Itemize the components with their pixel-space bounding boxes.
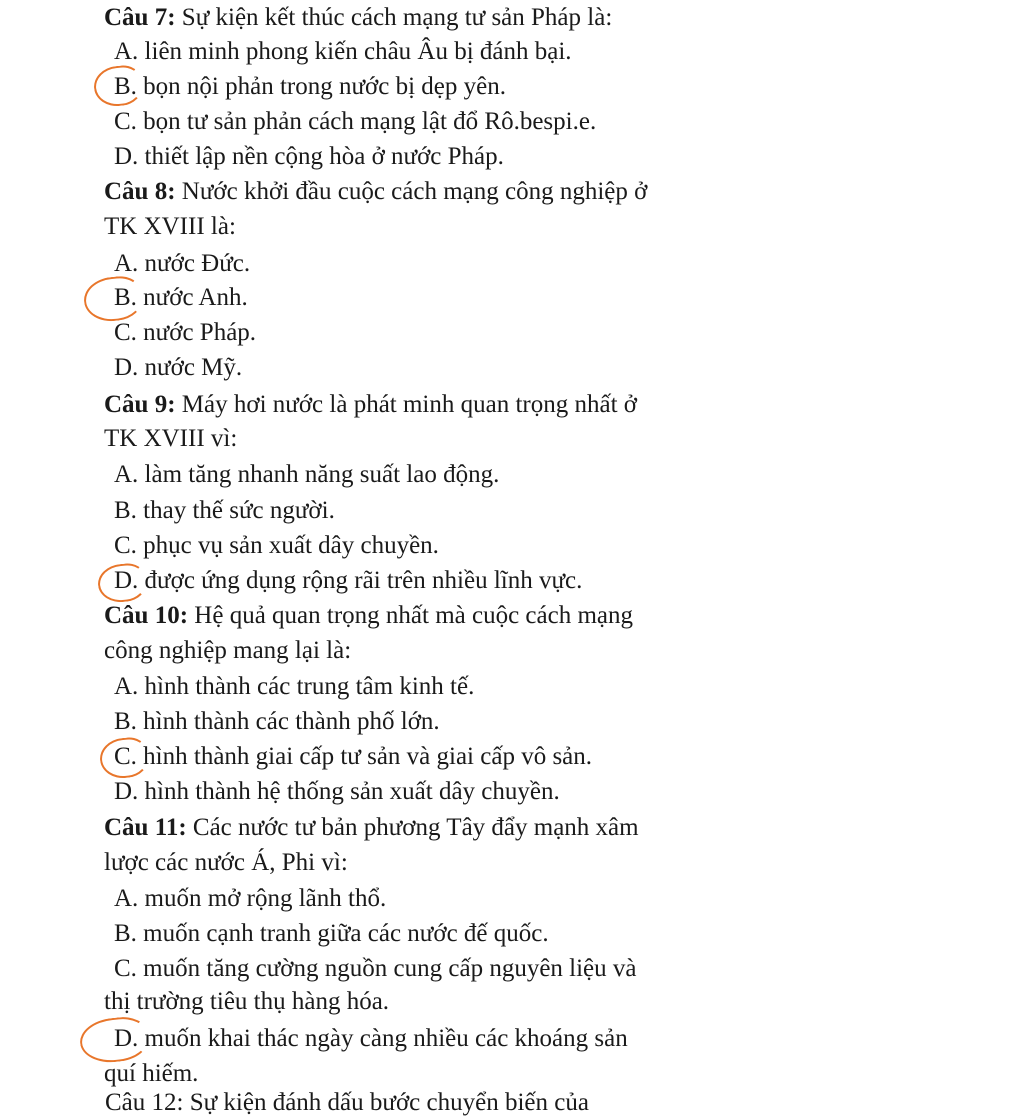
answer-circle-q10 <box>98 736 150 781</box>
question-7-option-d: D. thiết lập nền cộng hòa ở nước Pháp. <box>114 143 504 170</box>
cut-off-next-question <box>105 1088 745 1116</box>
answer-circle-q11 <box>78 1015 150 1066</box>
question-7-stem-text: Sự kiện kết thúc cách mạng tư sản Pháp là: <box>175 4 613 31</box>
question-8-option-d: D. nước Mỹ. <box>114 354 243 381</box>
question-10-option-b: B. hình thành các thành phố lớn. <box>114 708 440 735</box>
question-9-option-b: B. thay thế sức người. <box>114 497 335 524</box>
question-10-stem-text: Hệ quả quan trọng nhất mà cuộc cách mạng <box>188 602 634 629</box>
question-7-stem-line-1 <box>104 3 612 33</box>
question-11-stem-text: Các nước tư bản phương Tây đẩy mạnh xâm <box>186 814 639 841</box>
question-7-label: Câu 7: <box>104 4 176 31</box>
question-7-option-a: A. liên minh phong kiến châu Âu bị đánh bại. <box>114 38 572 65</box>
question-9-stem-line-2: TK XVIII vì: <box>104 425 238 452</box>
question-11-option-c-continued: thị trường tiêu thụ hàng hóa. <box>104 988 390 1015</box>
question-9-label: Câu 9: <box>104 391 176 418</box>
question-9-stem-text: Máy hơi nước là phát minh quan trọng nhất ở <box>175 391 638 418</box>
answer-circle-q9 <box>96 562 148 605</box>
question-7-option-b: B. bọn nội phản trong nước bị dẹp yên. <box>114 73 506 100</box>
question-10-option-d: D. hình thành hệ thống sản xuất dây chuyền. <box>114 778 560 805</box>
question-8-option-c: C. nước Pháp. <box>114 319 257 346</box>
question-11-option-d-continued: quí hiếm. <box>104 1060 199 1087</box>
question-8-label: Câu 8: <box>104 178 176 205</box>
question-10-stem-line-1 <box>104 601 633 631</box>
question-10-option-c: C. hình thành giai cấp tư sản và giai cấp vô sản. <box>114 743 593 770</box>
cut-off-text: Câu 12: Sự kiện đánh dấu bước chuyển biến của <box>105 1089 589 1116</box>
question-8-stem-text: Nước khởi đầu cuộc cách mạng công nghiệp ở <box>175 178 648 205</box>
question-10-label: Câu 10: <box>104 602 189 629</box>
question-8-option-b: B. nước Anh. <box>114 284 248 311</box>
question-9-option-c: C. phục vụ sản xuất dây chuyền. <box>114 532 439 559</box>
question-9-stem-line-1 <box>104 390 637 420</box>
question-11-option-d: D. muốn khai thác ngày càng nhiều các khoáng sản <box>114 1025 628 1052</box>
question-11-option-b: B. muốn cạnh tranh giữa các nước đế quốc. <box>114 920 549 947</box>
question-11-stem-line-2: lược các nước Á, Phi vì: <box>104 849 348 876</box>
question-7-option-c: C. bọn tư sản phản cách mạng lật đổ Rô.bespi.e. <box>114 108 597 135</box>
question-10-stem-line-2: công nghiệp mang lại là: <box>104 637 352 664</box>
question-8-stem-line-2: TK XVIII là: <box>104 213 236 240</box>
question-9-option-a: A. làm tăng nhanh năng suất lao động. <box>114 461 500 488</box>
answer-circle-q8 <box>82 274 144 324</box>
question-11-option-c: C. muốn tăng cường nguồn cung cấp nguyên liệu và <box>114 955 637 982</box>
question-11-stem-line-1 <box>104 813 639 843</box>
question-8-stem-line-1 <box>104 177 647 207</box>
question-10-option-a: A. hình thành các trung tâm kinh tế. <box>114 673 475 700</box>
question-9-option-d: D. được ứng dụng rộng rãi trên nhiều lĩnh vực. <box>114 567 583 594</box>
question-8-option-a: A. nước Đức. <box>114 250 251 277</box>
question-11-label: Câu 11: <box>104 814 187 841</box>
question-11-option-a: A. muốn mở rộng lãnh thổ. <box>114 885 387 912</box>
